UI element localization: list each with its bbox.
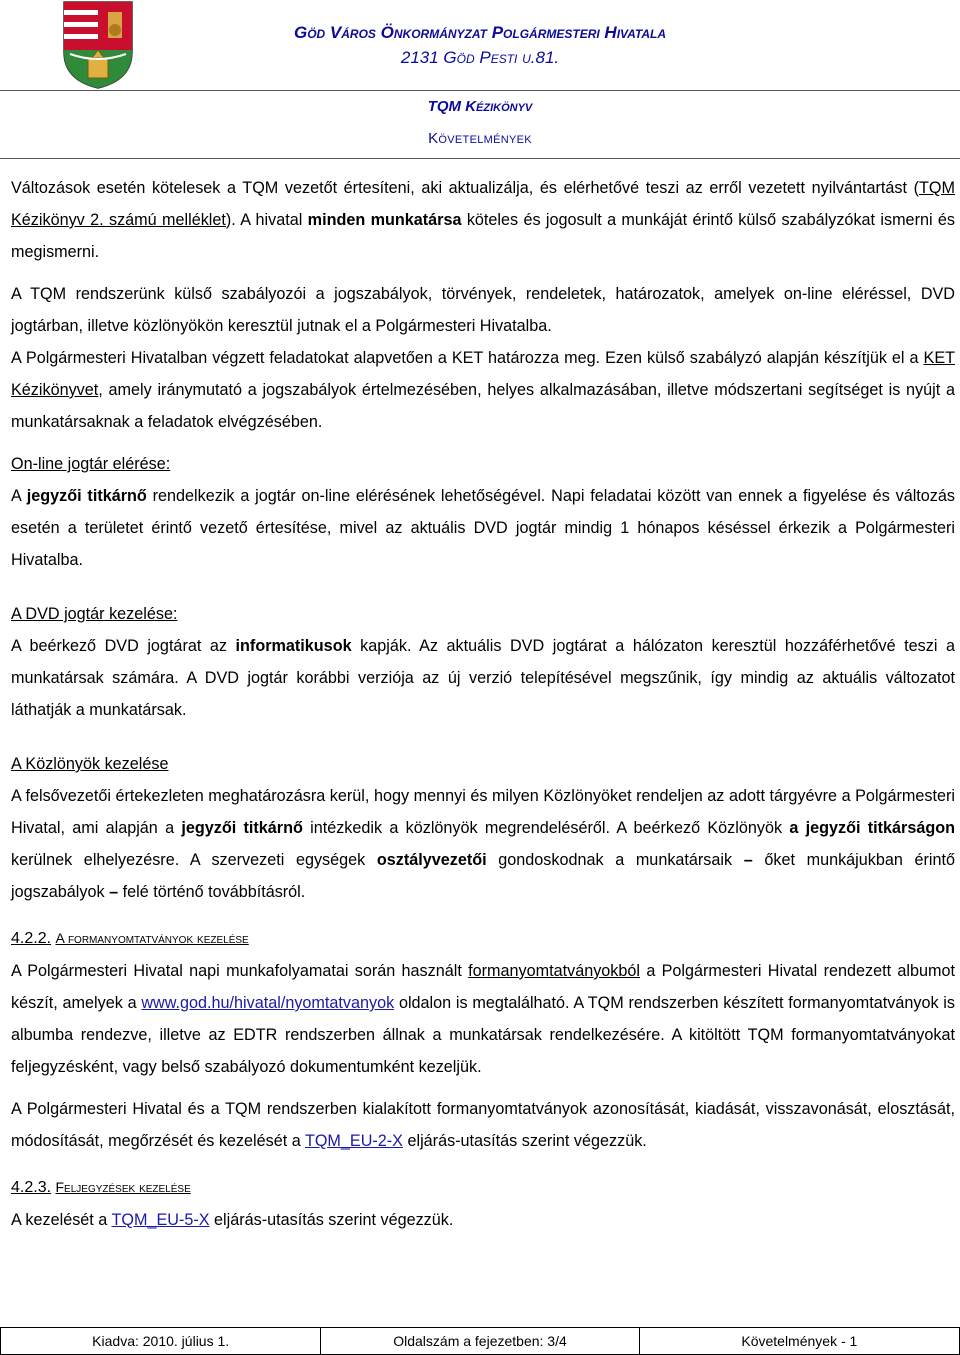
section-heading-forms: 4.2.2. A formanyomtatványok kezelése — [11, 930, 249, 947]
footer-section: Követelmények - 1 — [741, 1333, 858, 1349]
paragraph-external-regulators: A TQM rendszerünk külső szabályozói a jogszabályok, törvények, rendeletek, határozatok, amelyek on-line eléréssel, DVD jogtárban, illetve közlönyökön keresztül jutnak el a Polgármesteri Hivatalba. — [11, 285, 955, 335]
organization-address: 2131 Göd Pesti u.81. — [400, 48, 560, 67]
forms-url-link[interactable]: www.god.hu/hivatal/nyomtatvanyok — [141, 994, 395, 1012]
paragraph-dvd: A beérkező DVD jogtárat az informatikusok kapják. Az aktuális DVD jogtárat a hálózaton keresztül hozzáférhetővé teszi a munkatársak számára. A DVD jogtár korábbi verziója az új verzió telepítésével megszűnik, így mindig az aktuális változatot láthatják a munkatársak. — [11, 637, 955, 719]
forms-link[interactable]: formanyomtatványokból — [468, 962, 641, 980]
paragraph-ket: A Polgármesteri Hivatalban végzett feladatokat alapvetően a KET határozza meg. Ezen külső szabályzó alapján készítjük el a KET Kézikönyvet, amely iránymutató a jogszabályok értelmezésében, helyes alkalmazásában, illetve módszertani segítséget is nyújt a munkatársaknak a feladatok elvégzésében. — [11, 349, 955, 431]
heading-gazettes: A Közlönyök kezelése — [11, 755, 169, 773]
paragraph-forms-procedure: A Polgármesteri Hivatal és a TQM rendszerben kialakított formanyomtatványok azonosítását, kiadását, visszavonását, elosztását, módosítását, megőrzését és kezelését a TQM_EU-2-X eljárás-utasítás szerint végezzük. — [11, 1100, 955, 1150]
ket-manual-link[interactable]: KET Kézikönyvet — [11, 349, 955, 399]
document-body — [11, 172, 955, 1236]
paragraph-records: A kezelését a TQM_EU-5-X eljárás-utasítás szerint végezzük. — [11, 1211, 454, 1229]
paragraph-gazettes: A felsővezetői értekezleten meghatározásra kerül, hogy mennyi és milyen Közlönyöket rendeljen az adott tárgyévre a Polgármesteri Hivatal, ami alapján a jegyzői titkárnő intézkedik a közlönyök megrendeléséről. A beérkező Közlönyök a jegyzői titkárságon kerülnek elhelyezésre. A szervezeti egységek osztályvezetői gondoskodnak a munkatársaik – őket munkájukban érintő jogszabályok – felé történő továbbításról. — [11, 787, 955, 901]
organization-name: Göd Város Önkormányzat Polgármesteri Hivatala — [293, 23, 667, 42]
paragraph-online: A jegyzői titkárnő rendelkezik a jogtár on-line elérésének lehetőségével. Napi feladatai között van ennek a figyelése és változás esetén a területet érintő vezető értesítése, mivel az aktuális DVD jogtár mindig 1 hónapos késéssel érkezik a Polgármesteri Hivatalba. — [11, 487, 955, 569]
page-footer — [0, 1327, 960, 1355]
manual-annex-link[interactable]: TQM Kézikönyv 2. számú melléklet — [11, 179, 955, 229]
page-header — [0, 0, 960, 94]
header-divider — [0, 90, 960, 91]
footer-page-number: Oldalszám a fejezetben: 3/4 — [321, 1328, 639, 1354]
document-title: TQM Kézikönyv — [427, 98, 533, 115]
paragraph-forms: A Polgármesteri Hivatal napi munkafolyamatai során használt formanyomtatványokból a Polgármesteri Hivatal rendezett albumot készít, amelyek a www.god.hu/hivatal/nyomtatvanyok oldalon is megtalálható. A TQM rendszerben készített formanyomtatványok is albumba rendezve, illetve az EDTR rendszerben állnak a munkatársak rendelkezésére. A kitöltött TQM formanyomtatványokat feljegyzésként, vagy belső szabályozó dokumentumként kezeljük. — [11, 962, 955, 1076]
heading-online-law-access: On-line jogtár elérése: — [11, 455, 171, 473]
section-heading-records: 4.2.3. Feljegyzések kezelése — [11, 1179, 191, 1196]
chapter-title: Követelmények — [428, 130, 532, 147]
procedure-eu5-link[interactable]: TQM_EU-5-X — [111, 1211, 210, 1229]
heading-dvd-law: A DVD jogtár kezelése: — [11, 605, 178, 623]
procedure-eu2-link[interactable]: TQM_EU-2-X — [304, 1132, 403, 1150]
footer-issue-date: Kiadva: 2010. július 1. — [1, 1328, 321, 1354]
title-divider — [0, 158, 960, 159]
paragraph-changes: Változások esetén kötelesek a TQM vezetőt értesíteni, aki aktualizálja, és elérhetővé teszi az erről vezetett nyilvántartást (TQM Kézikönyv 2. számú melléklet). A hivatal minden munkatársa köteles és jogosult a munkáját érintő külső szabályzókat ismerni és megismerni. — [11, 179, 956, 261]
coat-of-arms-icon — [62, 0, 134, 90]
